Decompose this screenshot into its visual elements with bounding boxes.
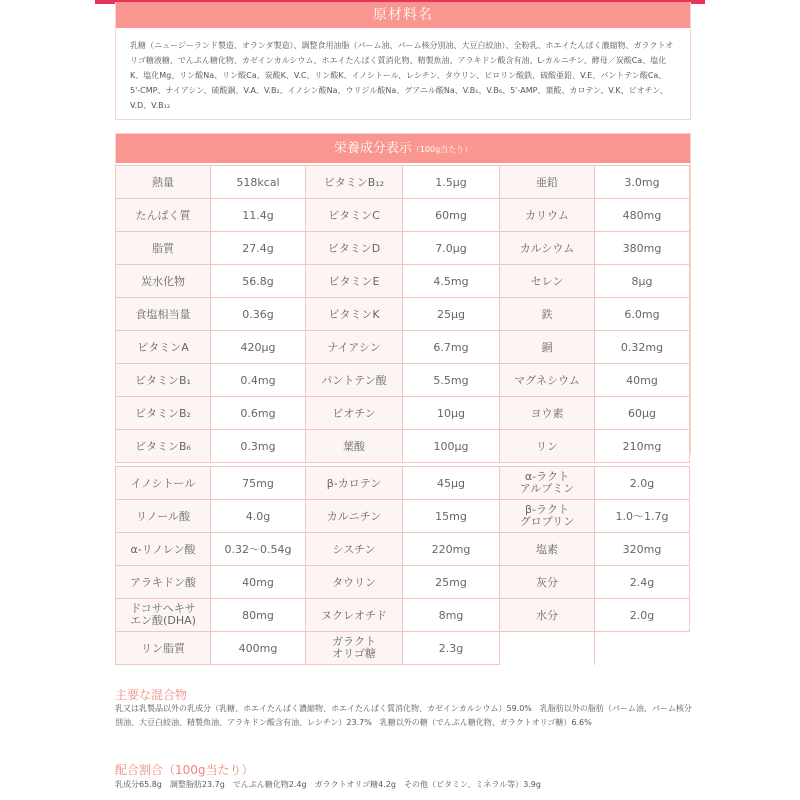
nutrient-value: 2.3g xyxy=(403,632,500,665)
nutrition-row xyxy=(116,166,690,199)
nutrient-value: 1.0〜1.7g xyxy=(595,500,690,533)
nutrient-value: 3.0mg xyxy=(595,166,690,199)
nutrient-name: ビタミンK xyxy=(306,298,403,331)
nutrient-name: カルシウム xyxy=(500,232,595,265)
nutrition-title: 栄養成分表示 xyxy=(333,141,412,156)
nutrient-value: 380mg xyxy=(595,232,690,265)
nutrition-row xyxy=(116,364,690,397)
nutrient-name: ビタミンB₂ xyxy=(116,397,211,430)
nutrition-row xyxy=(116,265,690,298)
nutrition-table-extra xyxy=(115,466,690,665)
nutrient-value: 518kcal xyxy=(211,166,306,199)
nutrient-name: パントテン酸 xyxy=(306,364,403,397)
nutrient-value: 15mg xyxy=(403,500,500,533)
ingredients-title: 原材料名 xyxy=(116,2,690,28)
nutrient-value: 0.32〜0.54g xyxy=(211,533,306,566)
nutrient-name: シスチン xyxy=(306,533,403,566)
nutrition-row xyxy=(116,430,690,463)
nutrition-row xyxy=(116,232,690,265)
nutrient-name: ビタミンB₆ xyxy=(116,430,211,463)
nutrition-header xyxy=(116,134,690,163)
nutrient-value: 6.7mg xyxy=(403,331,500,364)
nutrient-name: β-ラクト グロブリン xyxy=(500,500,595,533)
nutrient-name: ビタミンB₁₂ xyxy=(306,166,403,199)
nutrient-name: β-カロテン xyxy=(306,467,403,500)
nutrient-name: ビタミンE xyxy=(306,265,403,298)
nutrient-name: 銅 xyxy=(500,331,595,364)
nutrient-name: マグネシウム xyxy=(500,364,595,397)
nutrient-name: タウリン xyxy=(306,566,403,599)
nutrient-name: リン脂質 xyxy=(116,632,211,665)
nutrition-subtitle: （100g当たり） xyxy=(411,145,473,154)
nutrient-value: 480mg xyxy=(595,199,690,232)
nutrient-value: 5.5mg xyxy=(403,364,500,397)
nutrition-row xyxy=(116,331,690,364)
nutrient-value: 4.5mg xyxy=(403,265,500,298)
nutrient-name: たんぱく質 xyxy=(116,199,211,232)
nutrition-row xyxy=(116,533,690,566)
nutrient-name: 亜鉛 xyxy=(500,166,595,199)
nutrient-name: イノシトール xyxy=(116,467,211,500)
nutrient-value: 56.8g xyxy=(211,265,306,298)
nutrient-value: 80mg xyxy=(211,599,306,632)
nutrient-value: 400mg xyxy=(211,632,306,665)
nutrient-name: 脂質 xyxy=(116,232,211,265)
nutrient-name: 灰分 xyxy=(500,566,595,599)
nutrient-value: 10μg xyxy=(403,397,500,430)
nutrient-value: 2.4g xyxy=(595,566,690,599)
nutrient-value: 1.5μg xyxy=(403,166,500,199)
nutrient-value: 75mg xyxy=(211,467,306,500)
nutrient-value: 7.0μg xyxy=(403,232,500,265)
nutrient-name: ビオチン xyxy=(306,397,403,430)
ratio-title: 配合割合（100g当たり） xyxy=(115,763,254,777)
nutrient-name: 塩素 xyxy=(500,533,595,566)
nutrient-name: 水分 xyxy=(500,599,595,632)
nutrition-row xyxy=(116,632,690,665)
nutrient-name: リン xyxy=(500,430,595,463)
nutrient-name: ナイアシン xyxy=(306,331,403,364)
nutrient-value: 40mg xyxy=(211,566,306,599)
nutrient-value: 0.36g xyxy=(211,298,306,331)
ingredients-text: 乳糖（ニュージーランド製造、オランダ製造）、調整食用油脂（パーム油、パーム核分別油、大豆白絞油）、全粉乳、ホエイたんぱく濃縮物、ガラクトオリゴ糖液糖、でんぷん糖化物、カゼインカルシウム、ホエイたんぱく質消化物、精製魚油、アラキドン酸含有油、L-カルニチン、酵母／炭酸Ca、塩化K、塩化Mg、リン酸Na、リン酸Ca、炭酸K、V.C、リン酸K、イノシトール、レシチン、タウリン、ピロリン酸鉄、硫酸亜鉛、V.E、パントテン酸Ca、5'-CMP、ナイアシン、硫酸銅、V.A、V.B₂、イノシン酸Na、ウリジル酸Na、グアニル酸Na、V.B₁、V.B₆、5'-AMP、葉酸、カロテン、V.K、ビオチン、V.D、V.B₁₂ xyxy=(130,41,674,110)
nutrient-name: α-リノレン酸 xyxy=(116,533,211,566)
nutrition-table-main xyxy=(115,165,690,463)
nutrient-value: 8μg xyxy=(595,265,690,298)
ingredients-box xyxy=(115,2,691,120)
nutrient-name: ビタミンA xyxy=(116,331,211,364)
nutrient-value: 8mg xyxy=(403,599,500,632)
nutrition-row xyxy=(116,500,690,533)
mixture-text: 乳又は乳製品以外の乳成分（乳糖、ホエイたんぱく濃縮物、ホエイたんぱく質消化物、カゼインカルシウム）59.0% 乳脂肪以外の脂肪（パーム油、パーム核分別油、大豆白絞油、精製魚油、アラキドン酸含有油、レシチン）23.7% 乳糖以外の糖（でんぷん糖化物、ガラクトオリゴ糖）6.6% xyxy=(115,704,692,727)
nutrient-value: 2.0g xyxy=(595,467,690,500)
nutrient-value: 100μg xyxy=(403,430,500,463)
nutrient-name: リノール酸 xyxy=(116,500,211,533)
nutrient-name: カルニチン xyxy=(306,500,403,533)
nutrient-name: 葉酸 xyxy=(306,430,403,463)
nutrient-value: 2.0g xyxy=(595,599,690,632)
nutrient-name: ビタミンB₁ xyxy=(116,364,211,397)
nutrient-name: ヨウ素 xyxy=(500,397,595,430)
nutrient-name: ヌクレオチド xyxy=(306,599,403,632)
nutrient-name: カリウム xyxy=(500,199,595,232)
nutrient-value: 0.6mg xyxy=(211,397,306,430)
nutrient-name: セレン xyxy=(500,265,595,298)
nutrient-value: 4.0g xyxy=(211,500,306,533)
nutrition-row xyxy=(116,397,690,430)
nutrition-row xyxy=(116,566,690,599)
mixture-title: 主要な混合物 xyxy=(115,688,188,702)
nutrient-value: 420μg xyxy=(211,331,306,364)
nutrient-value: 320mg xyxy=(595,533,690,566)
empty-cell xyxy=(500,632,595,665)
nutrient-value: 45μg xyxy=(403,467,500,500)
nutrient-name: 鉄 xyxy=(500,298,595,331)
nutrition-row xyxy=(116,298,690,331)
nutrient-name: ビタミンC xyxy=(306,199,403,232)
nutrient-name: 食塩相当量 xyxy=(116,298,211,331)
nutrient-value: 0.3mg xyxy=(211,430,306,463)
nutrient-value: 6.0mg xyxy=(595,298,690,331)
nutrient-value: 40mg xyxy=(595,364,690,397)
nutrient-name: ビタミンD xyxy=(306,232,403,265)
nutrient-name: 炭水化物 xyxy=(116,265,211,298)
nutrient-name: ガラクト オリゴ糖 xyxy=(306,632,403,665)
nutrient-value: 27.4g xyxy=(211,232,306,265)
nutrient-name: アラキドン酸 xyxy=(116,566,211,599)
nutrient-value: 220mg xyxy=(403,533,500,566)
nutrient-value: 0.32mg xyxy=(595,331,690,364)
nutrient-name: α-ラクト アルブミン xyxy=(500,467,595,500)
nutrient-value: 60μg xyxy=(595,397,690,430)
nutrition-row xyxy=(116,599,690,632)
empty-cell xyxy=(595,632,690,665)
ratio-text: 乳成分65.8g 調整脂肪23.7g でんぷん糖化物2.4g ガラクトオリゴ糖4.2g その他（ビタミン、ミネラル等）3.9g xyxy=(115,780,541,789)
nutrient-name: 熱量 xyxy=(116,166,211,199)
nutrient-value: 210mg xyxy=(595,430,690,463)
nutrient-value: 25mg xyxy=(403,566,500,599)
nutrient-value: 25μg xyxy=(403,298,500,331)
nutrition-row xyxy=(116,467,690,500)
nutrient-value: 0.4mg xyxy=(211,364,306,397)
nutrient-value: 60mg xyxy=(403,199,500,232)
nutrient-name: ドコサヘキサ エン酸(DHA) xyxy=(116,599,211,632)
nutrition-row xyxy=(116,199,690,232)
nutrient-value: 11.4g xyxy=(211,199,306,232)
